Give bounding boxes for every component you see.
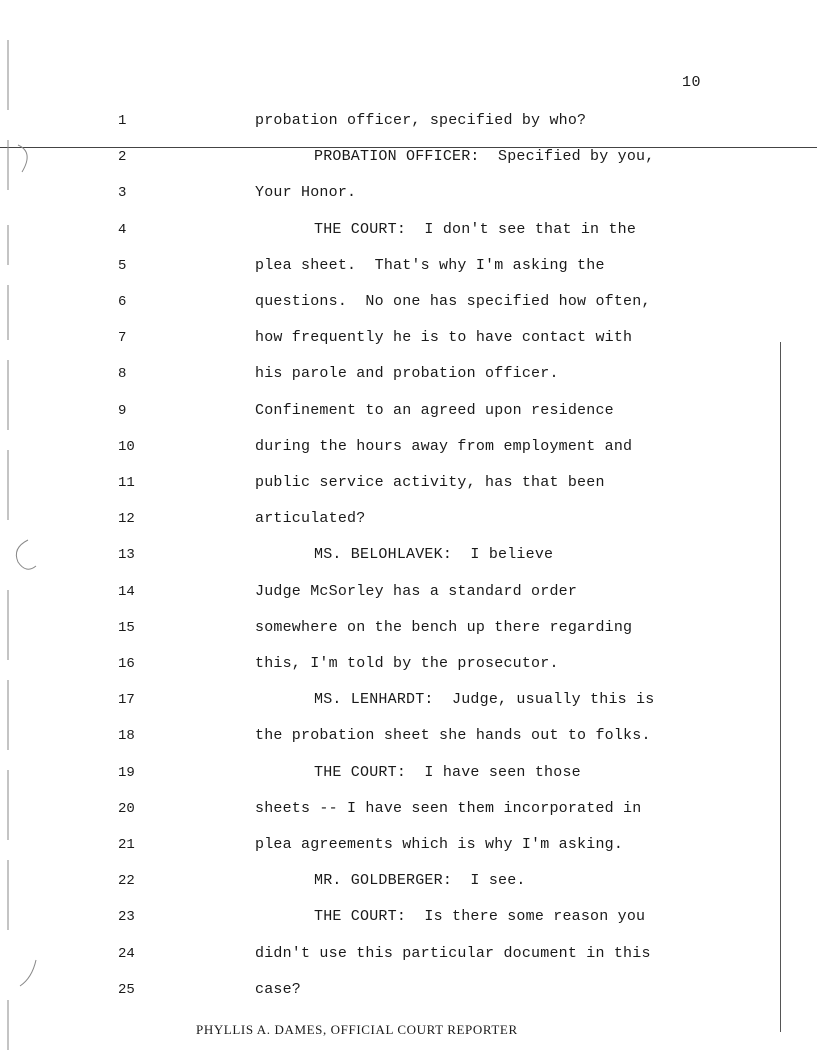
transcript-line: how frequently he is to have contact with: [255, 329, 633, 346]
transcript-line: Judge McSorley has a standard order: [255, 583, 578, 600]
line-number: 13: [118, 547, 135, 563]
line-number: 15: [118, 620, 135, 636]
line-number: 24: [118, 946, 135, 962]
page-number: 10: [682, 74, 702, 91]
margin-line: [780, 342, 781, 1032]
line-number: 19: [118, 765, 135, 781]
transcript-line: questions. No one has specified how often,: [255, 293, 651, 310]
line-number: 1: [118, 113, 127, 129]
transcript-line: PROBATION OFFICER: Specified by you,: [314, 148, 655, 165]
transcript-line: this, I'm told by the prosecutor.: [255, 655, 559, 672]
line-number: 12: [118, 511, 135, 527]
transcript-line: MS. BELOHLAVEK: I believe: [314, 546, 554, 563]
line-number: 4: [118, 222, 127, 238]
binding-marks: [0, 0, 60, 1056]
transcript-line: case?: [255, 981, 302, 998]
line-number: 2: [118, 149, 127, 165]
line-number: 6: [118, 294, 127, 310]
transcript-line: Your Honor.: [255, 184, 357, 201]
footer: PHYLLIS A. DAMES, OFFICIAL COURT REPORTER: [196, 1022, 518, 1037]
line-number: 3: [118, 185, 127, 201]
line-number: 14: [118, 584, 135, 600]
line-number: 7: [118, 330, 127, 346]
line-number: 18: [118, 728, 135, 744]
line-number: 11: [118, 475, 135, 491]
line-number: 10: [118, 439, 135, 455]
transcript-line: MS. LENHARDT: Judge, usually this is: [314, 691, 655, 708]
line-number: 20: [118, 801, 135, 817]
transcript-line: plea agreements which is why I'm asking.: [255, 836, 624, 853]
transcript-line: the probation sheet she hands out to folks.: [255, 727, 651, 744]
line-number: 21: [118, 837, 135, 853]
line-number: 25: [118, 982, 135, 998]
transcript-line: somewhere on the bench up there regarding: [255, 619, 633, 636]
transcript-line: probation officer, specified by who?: [255, 112, 587, 129]
line-number: 5: [118, 258, 127, 274]
transcript-line: during the hours away from employment and: [255, 438, 633, 455]
transcript-line: his parole and probation officer.: [255, 365, 559, 382]
transcript-line: articulated?: [255, 510, 366, 527]
line-number: 9: [118, 403, 127, 419]
transcript-line: MR. GOLDBERGER: I see.: [314, 872, 526, 889]
transcript-line: THE COURT: I have seen those: [314, 764, 581, 781]
line-number: 22: [118, 873, 135, 889]
transcript-line: Confinement to an agreed upon residence: [255, 402, 614, 419]
transcript-line: sheets -- I have seen them incorporated in: [255, 800, 642, 817]
line-number: 16: [118, 656, 135, 672]
transcript-line: public service activity, has that been: [255, 474, 605, 491]
transcript-line: THE COURT: I don't see that in the: [314, 221, 637, 238]
transcript-line: plea sheet. That's why I'm asking the: [255, 257, 605, 274]
transcript-line: THE COURT: Is there some reason you: [314, 908, 646, 925]
transcript-line: didn't use this particular document in this: [255, 945, 651, 962]
line-number: 8: [118, 366, 127, 382]
line-number: 17: [118, 692, 135, 708]
line-number: 23: [118, 909, 135, 925]
